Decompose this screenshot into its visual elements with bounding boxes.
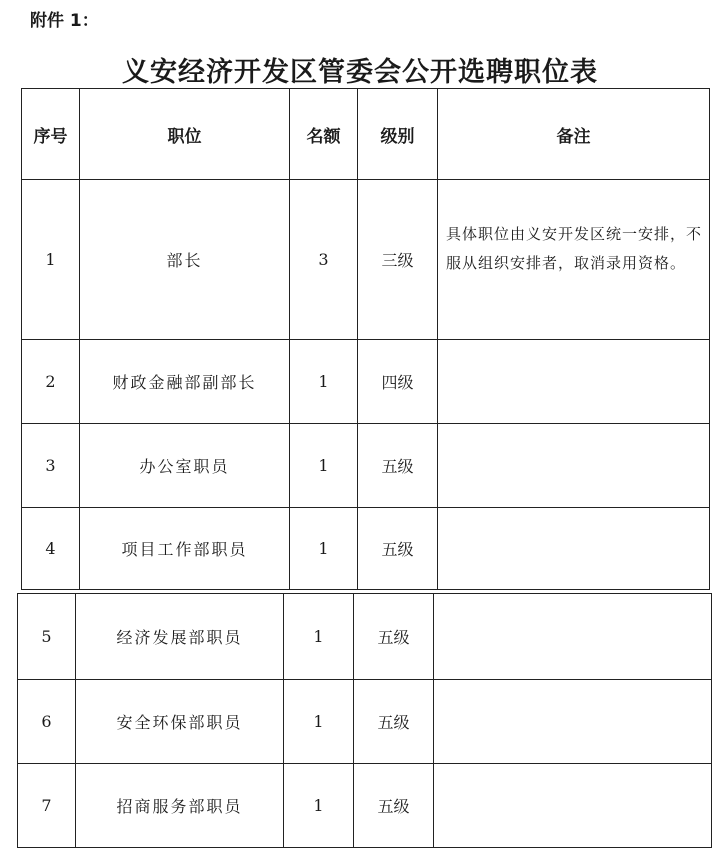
cell-quota: 1 [290, 424, 358, 508]
table-row [18, 594, 712, 680]
header-quota: 名额 [290, 89, 358, 180]
table-row [22, 340, 710, 424]
cell-level: 三级 [358, 180, 438, 340]
header-level: 级别 [358, 89, 438, 180]
cell-level: 五级 [358, 508, 438, 590]
cell-position: 办公室职员 [80, 424, 290, 508]
cell-note [434, 594, 712, 680]
cell-position: 招商服务部职员 [76, 764, 284, 848]
cell-level: 五级 [358, 424, 438, 508]
cell-note [434, 680, 712, 764]
cell-no: 7 [18, 764, 76, 848]
table-header-row [22, 89, 710, 180]
header-no: 序号 [22, 89, 80, 180]
cell-no: 6 [18, 680, 76, 764]
cell-quota: 1 [284, 594, 354, 680]
page-title: 义安经济开发区管委会公开选聘职位表 [122, 57, 598, 88]
cell-note [438, 340, 710, 424]
cell-no: 5 [18, 594, 76, 680]
table-row [22, 508, 710, 590]
cell-level: 四级 [358, 340, 438, 424]
positions-table-continued [17, 593, 712, 848]
cell-note: 具体职位由义安开发区统一安排，不服从组织安排者，取消录用资格。 [438, 180, 710, 340]
cell-no: 3 [22, 424, 80, 508]
cell-note [438, 508, 710, 590]
cell-quota: 1 [290, 508, 358, 590]
cell-position: 财政金融部副部长 [80, 340, 290, 424]
cell-no: 4 [22, 508, 80, 590]
cell-quota: 1 [284, 764, 354, 848]
cell-no: 1 [22, 180, 80, 340]
cell-position: 项目工作部职员 [80, 508, 290, 590]
cell-quota: 1 [290, 340, 358, 424]
cell-level: 五级 [354, 764, 434, 848]
cell-no: 2 [22, 340, 80, 424]
header-position: 职位 [80, 89, 290, 180]
table-row [22, 424, 710, 508]
cell-position: 部长 [80, 180, 290, 340]
cell-position: 安全环保部职员 [76, 680, 284, 764]
cell-position: 经济发展部职员 [76, 594, 284, 680]
cell-note [438, 424, 710, 508]
header-note: 备注 [438, 89, 710, 180]
table-row [22, 180, 710, 340]
cell-quota: 3 [290, 180, 358, 340]
table-row [18, 680, 712, 764]
cell-level: 五级 [354, 594, 434, 680]
positions-table [21, 88, 710, 590]
table-row [18, 764, 712, 848]
cell-quota: 1 [284, 680, 354, 764]
cell-level: 五级 [354, 680, 434, 764]
cell-note [434, 764, 712, 848]
attachment-label: 附件 1： [30, 11, 99, 31]
